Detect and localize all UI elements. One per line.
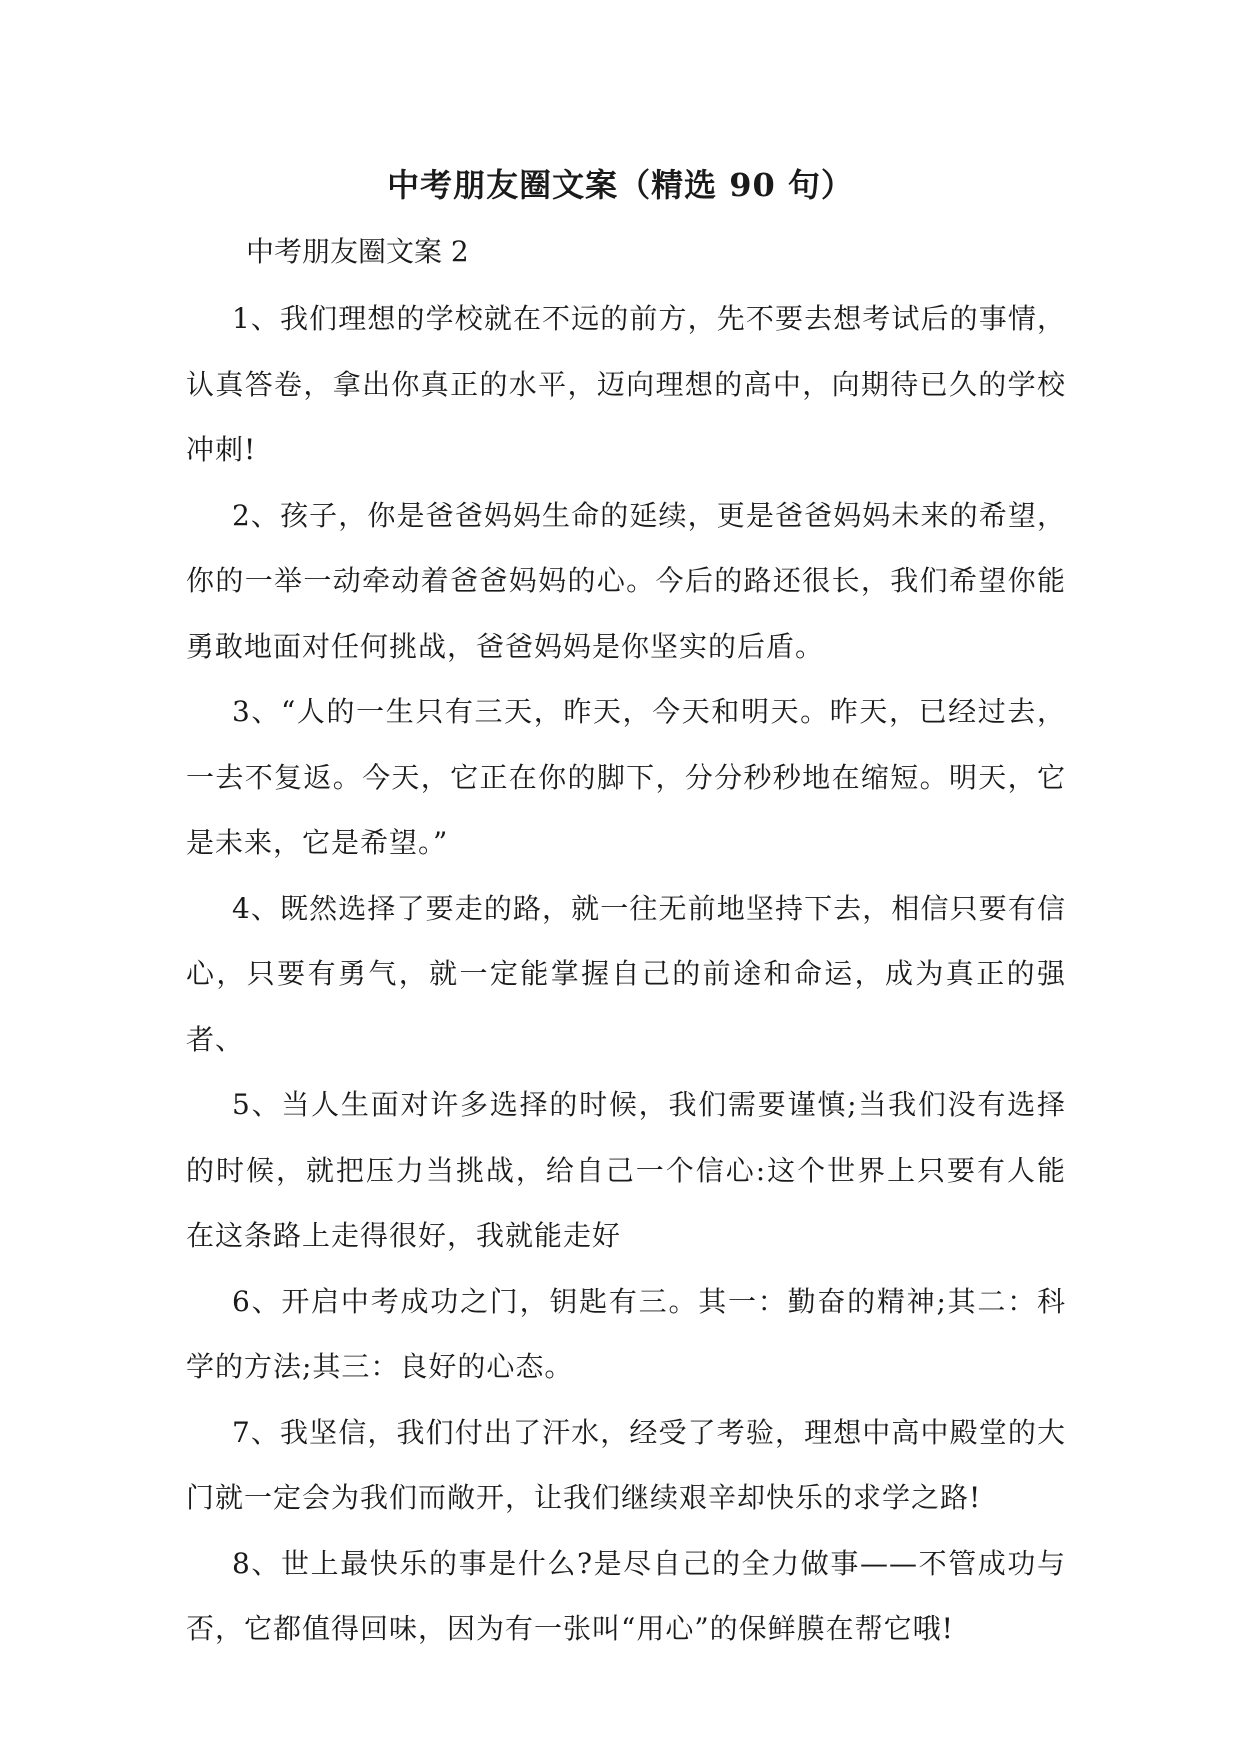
document-body <box>186 286 1066 1662</box>
paragraph: 5、当人生面对许多选择的时候，我们需要谨慎;当我们没有选择的时候，就把压力当挑战，给自己一个信心:这个世界上只要有人能在这条路上走得很好，我就能走好 <box>186 1088 1066 1252</box>
paragraph: 3、“人的一生只有三天，昨天，今天和明天。昨天，已经过去，一去不复返。今天，它正在你的脚下，分分秒秒地在缩短。明天，它是未来，它是希望。” <box>186 695 1066 859</box>
document-title: 中考朋友圈文案（精选 90 句） <box>387 166 854 204</box>
paragraph: 2、孩子，你是爸爸妈妈生命的延续，更是爸爸妈妈未来的希望，你的一举一动牵动着爸爸妈妈的心。今后的路还很长，我们希望你能勇敢地面对任何挑战，爸爸妈妈是你坚实的后盾。 <box>186 498 1066 663</box>
paragraph: 4、既然选择了要走的路，就一往无前地坚持下去，相信只要有信心，只要有勇气，就一定能掌握自己的前途和命运，成为真正的强者、 <box>186 891 1066 1056</box>
paragraph: 8、世上最快乐的事是什么?是尽自己的全力做事——不管成功与否，它都值得回味，因为有一张叫“用心”的保鲜膜在帮它哦! <box>186 1546 1066 1645</box>
paragraph: 1、我们理想的学校就在不远的前方，先不要去想考试后的事情，认真答卷，拿出你真正的水平，迈向理想的高中，向期待已久的学校冲刺! <box>186 302 1066 466</box>
document-subtitle: 中考朋友圈文案 2 <box>246 235 469 268</box>
paragraph: 6、开启中考成功之门，钥匙有三。其一：勤奋的精神;其二：科学的方法;其三：良好的心态。 <box>186 1284 1066 1383</box>
paragraph: 7、我坚信，我们付出了汗水，经受了考验，理想中高中殿堂的大门就一定会为我们而敞开，让我们继续艰辛却快乐的求学之路! <box>186 1415 1066 1514</box>
